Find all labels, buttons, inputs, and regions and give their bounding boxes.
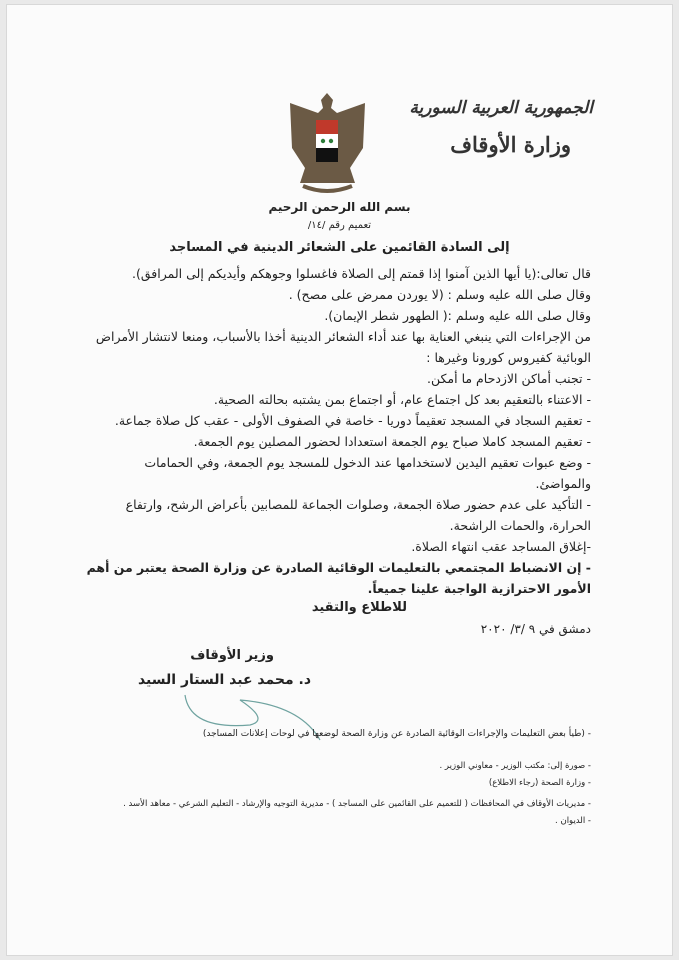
body-line: - تجنب أماكن الازدحام ما أمكن. <box>427 371 591 386</box>
body-line: وقال صلى الله عليه وسلم : (لا يوردن ممرض على مصح) . <box>288 287 591 302</box>
document-body <box>86 263 591 599</box>
body-line: - الاعتناء بالتعقيم بعد كل اجتماع عام، أو اجتماع بمن يشتبه بحالته الصحية. <box>213 392 591 407</box>
footnote: - (طيأ بعض التعليمات والإجراءات الوقائية الصادرة عن وزارة الصحة لوضعها في لوحات إعلانات المساجد) <box>202 729 591 739</box>
body-line: قال تعالى:(يا أيها الذين آمنوا إذا قمتم إلى الصلاة فاغسلوا وجوهكم وأيديكم إلى المرافق). <box>132 266 591 281</box>
header-ministry: وزارة الأوقاف <box>450 132 571 157</box>
signatory-name: د. محمد عبد الستار السيد <box>137 672 311 688</box>
cc-line: - وزارة الصحة (رجاء الاطلاع) <box>488 778 591 788</box>
body-line: من الإجراءات التي ينبغي العناية بها عند أداء الشعائر الدينية أخذا بالأسباب، ومنعا لانتشار الأمراض الوبائية كفيروس كورونا وغيرها : <box>95 329 591 365</box>
body-line: وقال صلى الله عليه وسلم :( الطهور شطر الإيمان). <box>324 308 591 323</box>
body-line: - تعقيم المسجد كاملا صباح يوم الجمعة استعدادا لحضور المصلين يوم الجمعة. <box>193 434 591 449</box>
cc-line: - مديريات الأوقاف في المحافظات ( للتعميم على القائمين على المساجد ) - مديرية التوجيه والإرشاد - التعليم الشرعي - معاهد الأسد . <box>123 799 591 809</box>
cc-line: - الديوان . <box>555 816 591 826</box>
body-line: - وضع عبوات تعقيم اليدين لاستخدامها عند الدخول للمسجد يوم الجمعة، وفي الحمامات والمواضئ. <box>144 455 591 491</box>
date-line: دمشق في ٩ /٣/ ٢٠٢٠ <box>480 622 591 636</box>
cc-line: - صورة إلى: مكتب الوزير - معاوني الوزير . <box>439 761 591 771</box>
header-republic: الجمهورية العربية السورية <box>409 98 593 118</box>
basmala: بسم الله الرحمن الرحيم <box>268 200 411 214</box>
body-line: -إغلاق المساجد عقب انتهاء الصلاة. <box>411 539 591 554</box>
body-line: - التأكيد على عدم حضور صلاة الجمعة، وصلوات الجماعة للمصابين بأعراض الرشح، وارتفاع الحرارة، والحمات الراشحة. <box>125 497 591 533</box>
circular-number: تعميم رقم /١٤/ <box>307 220 372 231</box>
document-title: إلى السادة القائمين على الشعائر الدينية في المساجد <box>169 240 510 255</box>
handwritten-signature-icon <box>170 690 330 750</box>
body-line: - تعقيم السجاد في المسجد تعقيماً دوريا - خاصة في الصفوف الأولى - عقب كل صلاة جماعة. <box>114 413 591 428</box>
closing-line: للاطلاع والتقيد <box>311 600 407 615</box>
signatory-position: وزير الأوقاف <box>190 648 274 663</box>
body-emphasis: - إن الانضباط المجتمعي بالتعليمات الوقائية الصادرة عن وزارة الصحة يعتبر من أهم الأمور الاحترازية الواجبة علينا جميعاً. <box>86 560 591 596</box>
syrian-eagle-emblem-icon <box>285 88 370 198</box>
